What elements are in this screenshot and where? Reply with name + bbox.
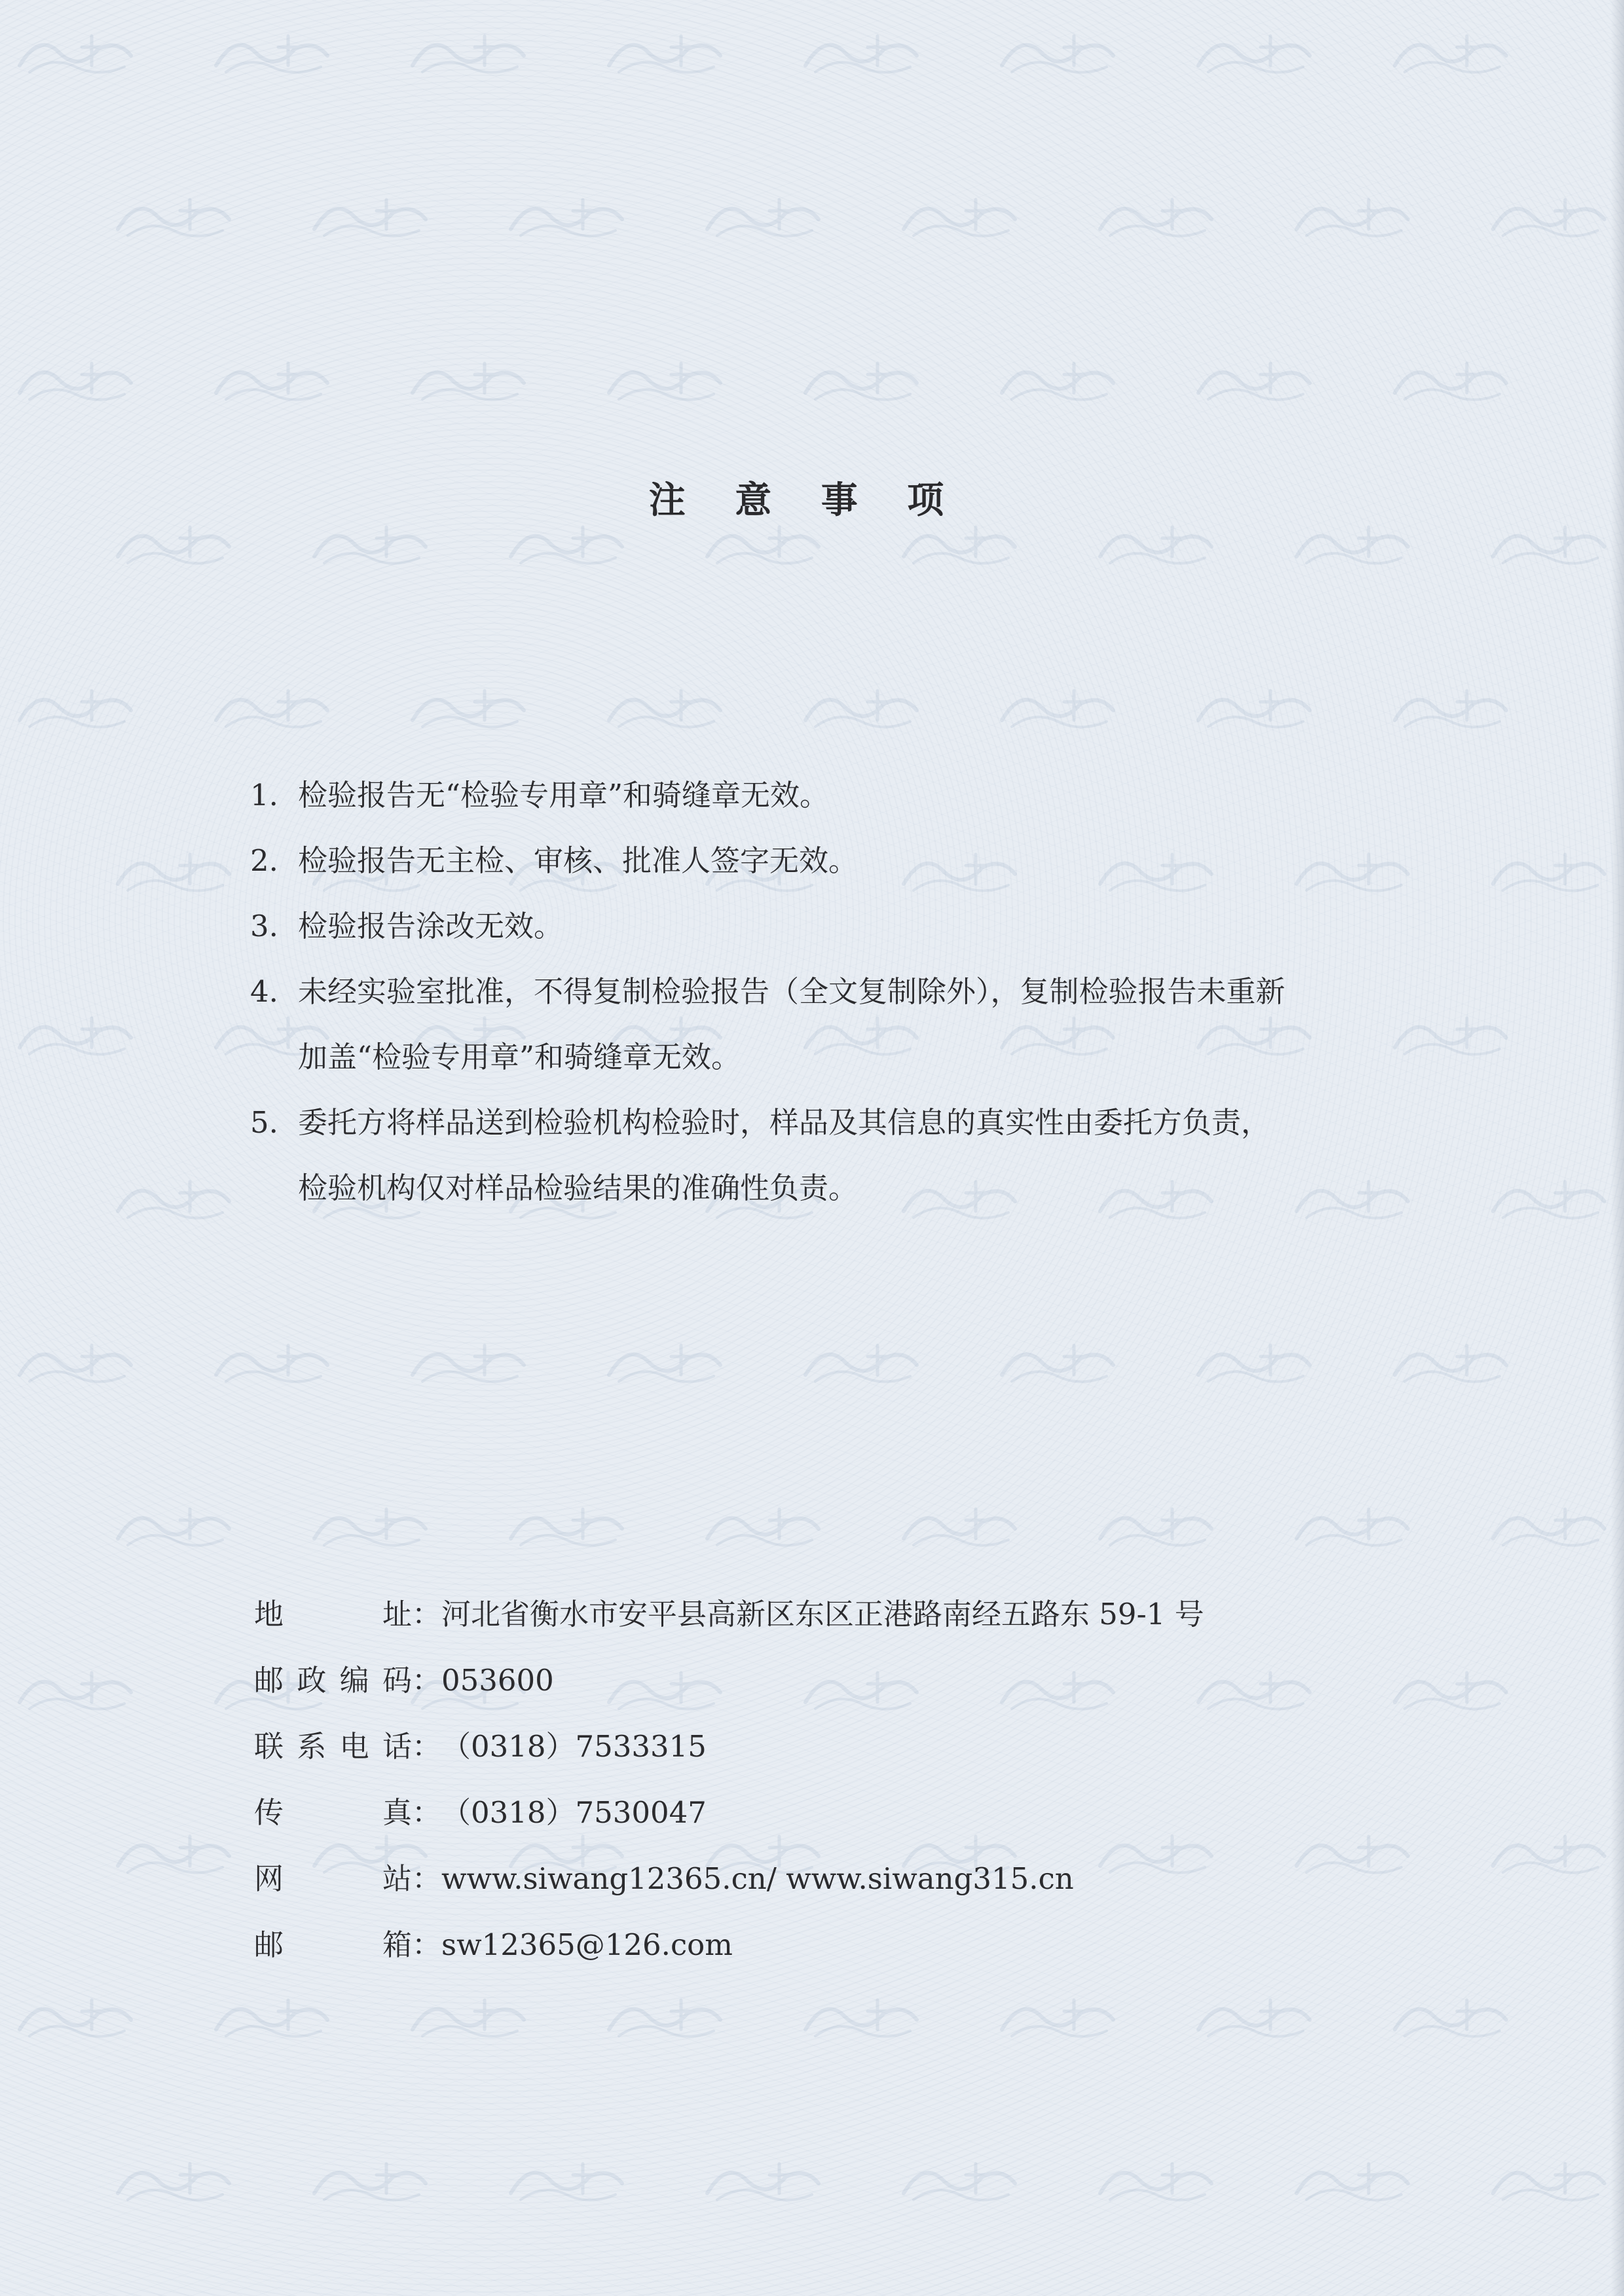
security-paper-watermark-icon bbox=[406, 681, 530, 733]
security-paper-watermark-icon bbox=[602, 26, 727, 79]
notice-text: 检验报告涂改无效。 bbox=[298, 909, 564, 943]
notice-text: 未经实验室批准，不得复制检验报告（全文复制除外），复制检验报告未重新 bbox=[298, 974, 1285, 1009]
security-paper-watermark-icon bbox=[897, 517, 1022, 570]
page-edge-shadow bbox=[1611, 0, 1624, 2296]
security-paper-watermark-icon bbox=[406, 1336, 530, 1388]
security-paper-watermark-icon bbox=[1486, 517, 1611, 570]
notice-number: 3. bbox=[250, 909, 278, 943]
notice-item-line bbox=[250, 959, 1429, 1025]
security-paper-watermark-icon bbox=[111, 845, 236, 897]
contact-value: （0318）7530047 bbox=[441, 1795, 707, 1830]
contact-row bbox=[254, 1779, 1433, 1846]
security-paper-watermark-icon bbox=[799, 681, 923, 733]
security-paper-watermark-icon bbox=[13, 681, 138, 733]
security-paper-watermark-icon bbox=[602, 354, 727, 406]
contact-colon: ： bbox=[412, 1597, 442, 1631]
security-paper-watermark-icon bbox=[897, 190, 1022, 242]
security-paper-watermark-icon bbox=[1094, 517, 1218, 570]
contact-label: 邮箱 bbox=[254, 1927, 412, 1962]
security-paper-watermark-icon bbox=[210, 681, 334, 733]
notice-number: 5. bbox=[250, 1105, 278, 1140]
security-paper-watermark-icon bbox=[995, 26, 1120, 79]
contact-block bbox=[254, 1581, 1433, 1978]
security-paper-watermark-icon bbox=[1192, 1990, 1316, 2043]
security-paper-watermark-icon bbox=[504, 190, 629, 242]
security-paper-watermark-icon bbox=[111, 1172, 236, 1224]
contact-colon: ： bbox=[412, 1927, 442, 1962]
security-paper-watermark-icon bbox=[308, 190, 432, 242]
contact-row bbox=[254, 1581, 1433, 1647]
security-paper-watermark-icon bbox=[1486, 190, 1611, 242]
security-paper-watermark-icon bbox=[995, 1990, 1120, 2043]
notice-item-line bbox=[250, 1025, 1429, 1090]
security-paper-watermark-icon bbox=[504, 2154, 629, 2206]
security-paper-watermark-icon bbox=[1290, 517, 1414, 570]
notice-text: 检验报告无“检验专用章”和骑缝章无效。 bbox=[298, 778, 830, 812]
contact-value: 河北省衡水市安平县高新区东区正港路南经五路东 59-1 号 bbox=[441, 1597, 1204, 1631]
security-paper-watermark-icon bbox=[897, 1499, 1022, 1552]
security-paper-watermark-icon bbox=[1094, 190, 1218, 242]
security-paper-watermark-icon bbox=[1192, 26, 1316, 79]
security-paper-watermark-icon bbox=[701, 1499, 825, 1552]
security-paper-watermark-icon bbox=[308, 2154, 432, 2206]
security-paper-watermark-icon bbox=[13, 26, 138, 79]
security-paper-watermark-icon bbox=[1192, 354, 1316, 406]
security-paper-watermark-icon bbox=[1094, 2154, 1218, 2206]
security-paper-watermark-icon bbox=[111, 1499, 236, 1552]
security-paper-watermark-icon bbox=[13, 1336, 138, 1388]
contact-label: 联系电话 bbox=[254, 1729, 412, 1764]
security-paper-watermark-icon bbox=[1486, 1827, 1611, 1879]
security-paper-watermark-icon bbox=[602, 1990, 727, 2043]
security-paper-watermark-icon bbox=[799, 354, 923, 406]
notice-item-line bbox=[250, 763, 1429, 828]
security-paper-watermark-icon bbox=[1388, 1336, 1513, 1388]
notice-text: 检验报告无主检、审核、批准人签字无效。 bbox=[298, 843, 858, 878]
security-paper-watermark-icon bbox=[995, 1336, 1120, 1388]
security-paper-watermark-icon bbox=[111, 2154, 236, 2206]
contact-label: 地址 bbox=[254, 1597, 412, 1631]
security-paper-watermark-icon bbox=[1094, 1499, 1218, 1552]
contact-label: 网站 bbox=[254, 1861, 412, 1896]
contact-colon: ： bbox=[412, 1663, 442, 1698]
security-paper-watermark-icon bbox=[602, 681, 727, 733]
security-paper-watermark-icon bbox=[210, 26, 334, 79]
security-paper-watermark-icon bbox=[1388, 681, 1513, 733]
contact-label: 邮政编码 bbox=[254, 1663, 412, 1698]
security-paper-watermark-icon bbox=[602, 1336, 727, 1388]
security-paper-watermark-icon bbox=[799, 26, 923, 79]
security-paper-watermark-icon bbox=[701, 190, 825, 242]
security-paper-watermark-icon bbox=[13, 354, 138, 406]
security-paper-watermark-icon bbox=[1192, 1336, 1316, 1388]
notice-number: 4. bbox=[250, 974, 278, 1009]
security-paper-watermark-icon bbox=[111, 517, 236, 570]
security-paper-watermark-icon bbox=[504, 517, 629, 570]
contact-row bbox=[254, 1846, 1433, 1912]
security-paper-watermark-icon bbox=[995, 681, 1120, 733]
security-paper-watermark-icon bbox=[406, 354, 530, 406]
security-paper-watermark-icon bbox=[308, 1499, 432, 1552]
security-paper-watermark-icon bbox=[13, 1990, 138, 2043]
security-paper-watermark-icon bbox=[1290, 2154, 1414, 2206]
security-paper-watermark-icon bbox=[1192, 681, 1316, 733]
contact-value: 053600 bbox=[441, 1663, 554, 1698]
contact-value: www.siwang12365.cn/ www.siwang315.cn bbox=[441, 1861, 1074, 1896]
notice-number: 1. bbox=[250, 778, 278, 812]
security-paper-watermark-icon bbox=[1290, 1499, 1414, 1552]
security-paper-watermark-icon bbox=[1388, 1990, 1513, 2043]
security-paper-watermark-icon bbox=[308, 517, 432, 570]
security-paper-watermark-icon bbox=[13, 1663, 138, 1715]
contact-value: （0318）7533315 bbox=[441, 1729, 707, 1764]
page-title: 注 意 事 项 bbox=[648, 479, 963, 522]
contact-colon: ： bbox=[412, 1729, 442, 1764]
contact-value: sw12365@126.com bbox=[441, 1927, 733, 1962]
security-paper-watermark-icon bbox=[1486, 1172, 1611, 1224]
security-paper-watermark-icon bbox=[1290, 190, 1414, 242]
security-paper-watermark-icon bbox=[210, 354, 334, 406]
security-paper-watermark-icon bbox=[406, 1990, 530, 2043]
notice-list bbox=[250, 763, 1429, 1221]
security-paper-watermark-icon bbox=[13, 1008, 138, 1061]
security-paper-watermark-icon bbox=[111, 1827, 236, 1879]
security-paper-watermark-icon bbox=[406, 26, 530, 79]
contact-label: 传真 bbox=[254, 1795, 412, 1830]
contact-colon: ： bbox=[412, 1861, 442, 1896]
contact-row bbox=[254, 1713, 1433, 1779]
notice-text: 加盖“检验专用章”和骑缝章无效。 bbox=[298, 1040, 741, 1074]
notice-text: 委托方将样品送到检验机构检验时，样品及其信息的真实性由委托方负责， bbox=[298, 1105, 1271, 1140]
contact-row bbox=[254, 1647, 1433, 1713]
notice-item-line bbox=[250, 1090, 1429, 1156]
security-paper-watermark-icon bbox=[995, 354, 1120, 406]
notice-number: 2. bbox=[250, 843, 278, 878]
notice-item-line bbox=[250, 828, 1429, 894]
contact-row bbox=[254, 1912, 1433, 1978]
security-paper-watermark-icon bbox=[701, 517, 825, 570]
security-paper-watermark-icon bbox=[1486, 2154, 1611, 2206]
security-paper-watermark-icon bbox=[1486, 1499, 1611, 1552]
security-paper-watermark-icon bbox=[504, 1499, 629, 1552]
security-paper-watermark-icon bbox=[799, 1990, 923, 2043]
notice-text: 检验机构仅对样品检验结果的准确性负责。 bbox=[298, 1171, 858, 1205]
security-paper-watermark-icon bbox=[701, 2154, 825, 2206]
security-paper-watermark-icon bbox=[1388, 354, 1513, 406]
security-paper-watermark-icon bbox=[210, 1990, 334, 2043]
notice-item-line bbox=[250, 894, 1429, 959]
security-paper-watermark-icon bbox=[1486, 845, 1611, 897]
security-paper-watermark-icon bbox=[897, 2154, 1022, 2206]
security-paper-watermark-icon bbox=[1388, 26, 1513, 79]
contact-colon: ： bbox=[412, 1795, 442, 1830]
security-paper-watermark-icon bbox=[210, 1336, 334, 1388]
notice-item-line bbox=[250, 1156, 1429, 1221]
security-paper-watermark-icon bbox=[799, 1336, 923, 1388]
security-paper-watermark-icon bbox=[111, 190, 236, 242]
